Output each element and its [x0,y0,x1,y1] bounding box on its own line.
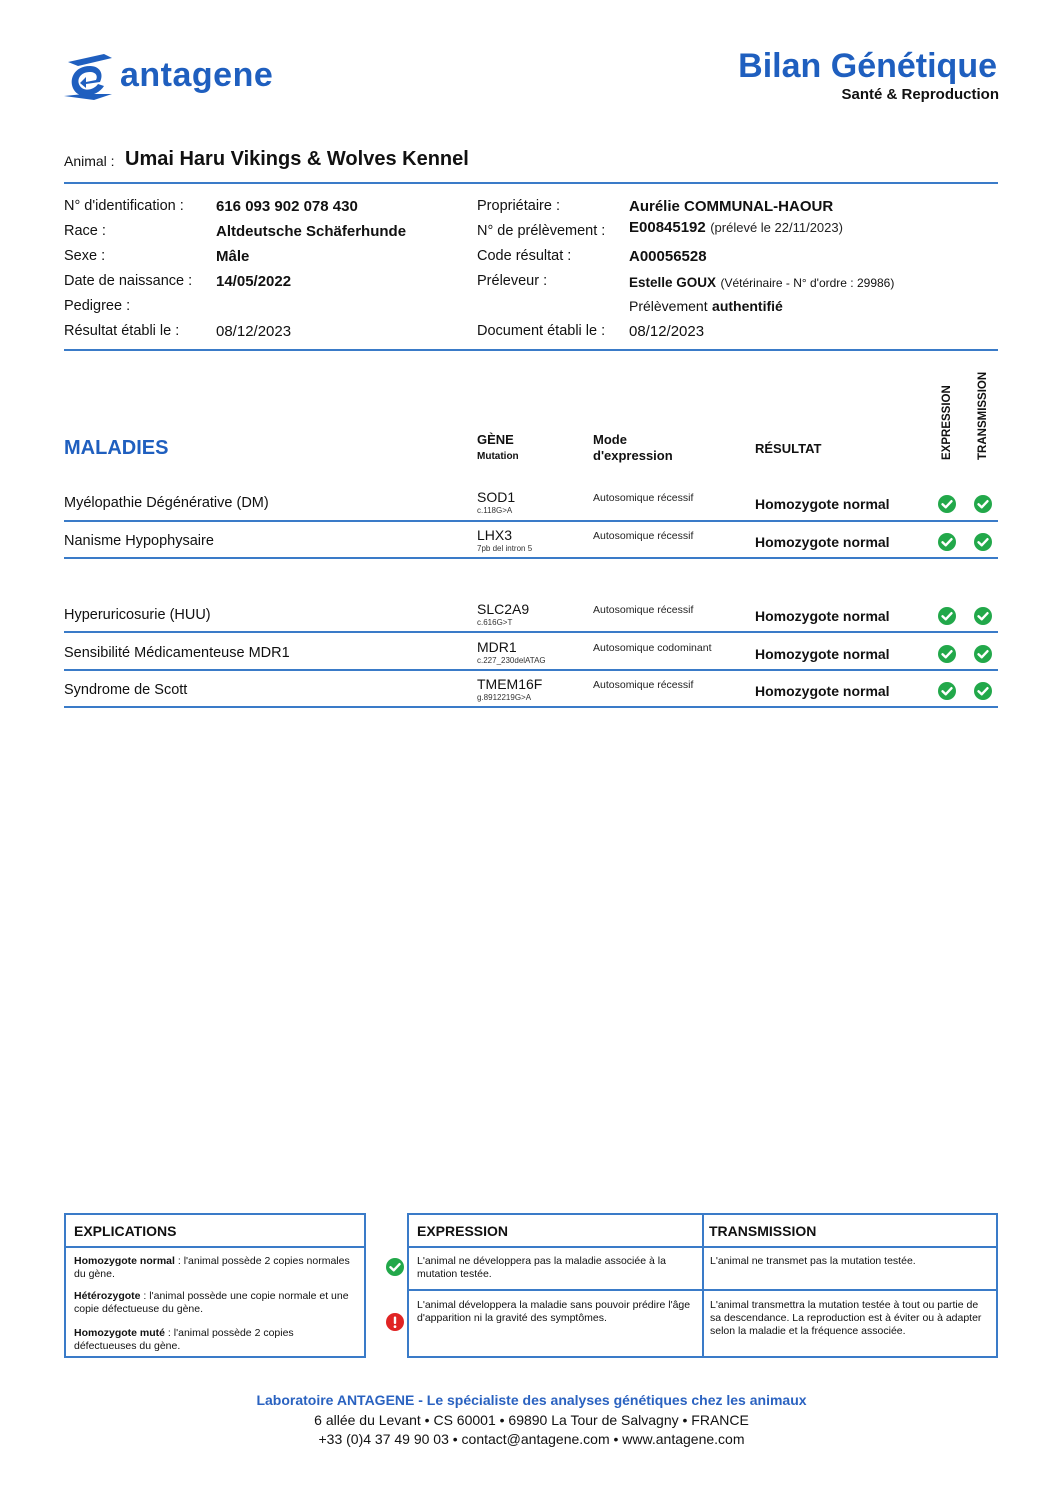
row-divider [64,520,998,522]
gene-name: SLC2A9 [477,601,530,617]
gene-name: SOD1 [477,489,516,505]
brand-name: antagene [120,56,274,94]
result: Homozygote normal [755,496,890,512]
info-value: 08/12/2023 [216,323,292,340]
transmission-bad-text: L'animal transmettra la mutation testée à tout ou partie de sa descendance. La reproduction est à éviter ou à adapter selon la maladie et la fréquence associée. [710,1299,982,1337]
explication-item: Homozygote muté : l'animal possède 2 copies défectueuses du gène. [74,1327,294,1352]
expression-mode: Autosomique récessif [593,679,694,691]
info-value: Mâle [216,248,250,265]
info-label: Pedigree : [64,298,131,314]
sampler-note: (Vétérinaire - N° d'ordre : 29986) [720,276,895,290]
doc-label: Document établi le : [477,323,606,339]
gene-name: LHX3 [477,527,513,543]
check-icon [974,495,992,513]
mutation: 7pb del intron 5 [477,544,533,553]
sample-number: E00845192 [629,219,706,236]
col-expression: EXPRESSION [941,385,953,460]
disease-name: Sensibilité Médicamenteuse MDR1 [64,645,290,661]
animal-name: Umai Haru Vikings & Wolves Kennel [125,148,469,170]
col-transmission: TRANSMISSION [977,371,989,460]
disease-name: Myélopathie Dégénérative (DM) [64,495,269,511]
section-title: MALADIES [64,437,169,459]
expression-ok-text: L'animal ne développera pas la maladie associée à la mutation testée. [417,1255,666,1280]
auth-word: authentifié [712,298,783,314]
expression-mode: Autosomique codominant [593,642,712,654]
check-icon [938,645,956,663]
explications-box [64,1213,366,1358]
antagene-logo-icon [64,50,116,100]
sample-label: N° de prélèvement : [477,223,606,239]
col-mode-1: Mode [593,432,627,447]
transmission-title: TRANSMISSION [709,1223,817,1239]
info-value: Altdeutsche Schäferhunde [216,223,407,240]
expression-transmission-box [407,1213,998,1358]
check-icon [938,495,956,513]
col-result: RÉSULTAT [755,441,822,456]
result: Homozygote normal [755,646,890,662]
owner-value: Aurélie COMMUNAL-HAOUR [629,198,834,215]
row-divider [64,706,998,708]
check-icon [974,682,992,700]
result: Homozygote normal [755,608,890,624]
check-icon [974,533,992,551]
mutation: c.616G>T [477,618,513,627]
divider [64,182,998,184]
logo [64,50,294,102]
check-icon [938,533,956,551]
sampler-value-wrap [629,274,894,292]
check-icon [938,682,956,700]
auth-line [629,298,783,316]
sample-note: (prélevé le 22/11/2023) [710,220,843,235]
info-label: N° d'identification : [64,198,184,214]
gene-name: MDR1 [477,639,517,655]
disease-name: Hyperuricosurie (HUU) [64,607,211,623]
code-label: Code résultat : [477,248,572,264]
disease-name: Syndrome de Scott [64,682,188,698]
mutation: c.118G>A [477,506,513,515]
document-title: Bilan Génétique [738,47,997,85]
transmission-ok-text: L'animal ne transmet pas la mutation testée. [710,1255,916,1267]
col-gene: GÈNE [477,432,514,447]
footer-line-3: +33 (0)4 37 49 90 03 • contact@antagene.com • www.antagene.com [318,1431,745,1447]
expression-mode: Autosomique récessif [593,492,694,504]
explication-item: Homozygote normal : l'animal possède 2 copies normales du gène. [74,1255,350,1280]
info-label: Date de naissance : [64,273,193,289]
expression-mode: Autosomique récessif [593,604,694,616]
info-value: 14/05/2022 [216,273,292,290]
mutation: g.8912219G>A [477,693,532,702]
doc-date: 08/12/2023 [629,323,705,340]
info-value: 616 093 902 078 430 [216,198,358,215]
alert-icon [386,1313,404,1331]
explication-item: Hétérozygote : l'animal possède une copie normale et une copie défectueuse du gène. [74,1290,349,1315]
footer-line-2: 6 allée du Levant • CS 60001 • 69890 La Tour de Salvagny • FRANCE [314,1412,749,1428]
expression-bad-text: L'animal développera la maladie sans pouvoir prédire l'âge d'apparition ni la gravité des symptômes. [417,1299,691,1324]
animal-label: Animal : [64,153,115,169]
info-label: Sexe : [64,248,106,264]
code-value: A00056528 [629,248,707,265]
result: Homozygote normal [755,534,890,550]
gene-name: TMEM16F [477,676,543,692]
disease-name: Nanisme Hypophysaire [64,533,214,549]
check-icon [386,1258,404,1276]
info-label: Race : [64,223,106,239]
expression-mode: Autosomique récessif [593,530,694,542]
divider [64,349,998,351]
sampler-label: Préleveur : [477,273,548,289]
row-divider [64,669,998,671]
check-icon [974,645,992,663]
check-icon [938,607,956,625]
col-mutation: Mutation [477,451,519,462]
explications-title: EXPLICATIONS [74,1223,177,1239]
expression-title: EXPRESSION [417,1223,509,1239]
row-divider [64,631,998,633]
footer-line-1: Laboratoire ANTAGENE - Le spécialiste des analyses génétiques chez les animaux [256,1392,807,1408]
col-mode-2: d'expression [593,448,673,463]
row-divider [64,557,998,559]
info-label: Résultat établi le : [64,323,180,339]
auth-prefix: Prélèvement [629,298,708,314]
sample-value-wrap [629,219,843,237]
mutation: c.227_230delATAG [477,656,546,665]
check-icon [974,607,992,625]
result: Homozygote normal [755,683,890,699]
document-subtitle: Santé & Reproduction [841,86,999,103]
sampler-name: Estelle GOUX [629,275,717,290]
owner-label: Propriétaire : [477,198,561,214]
